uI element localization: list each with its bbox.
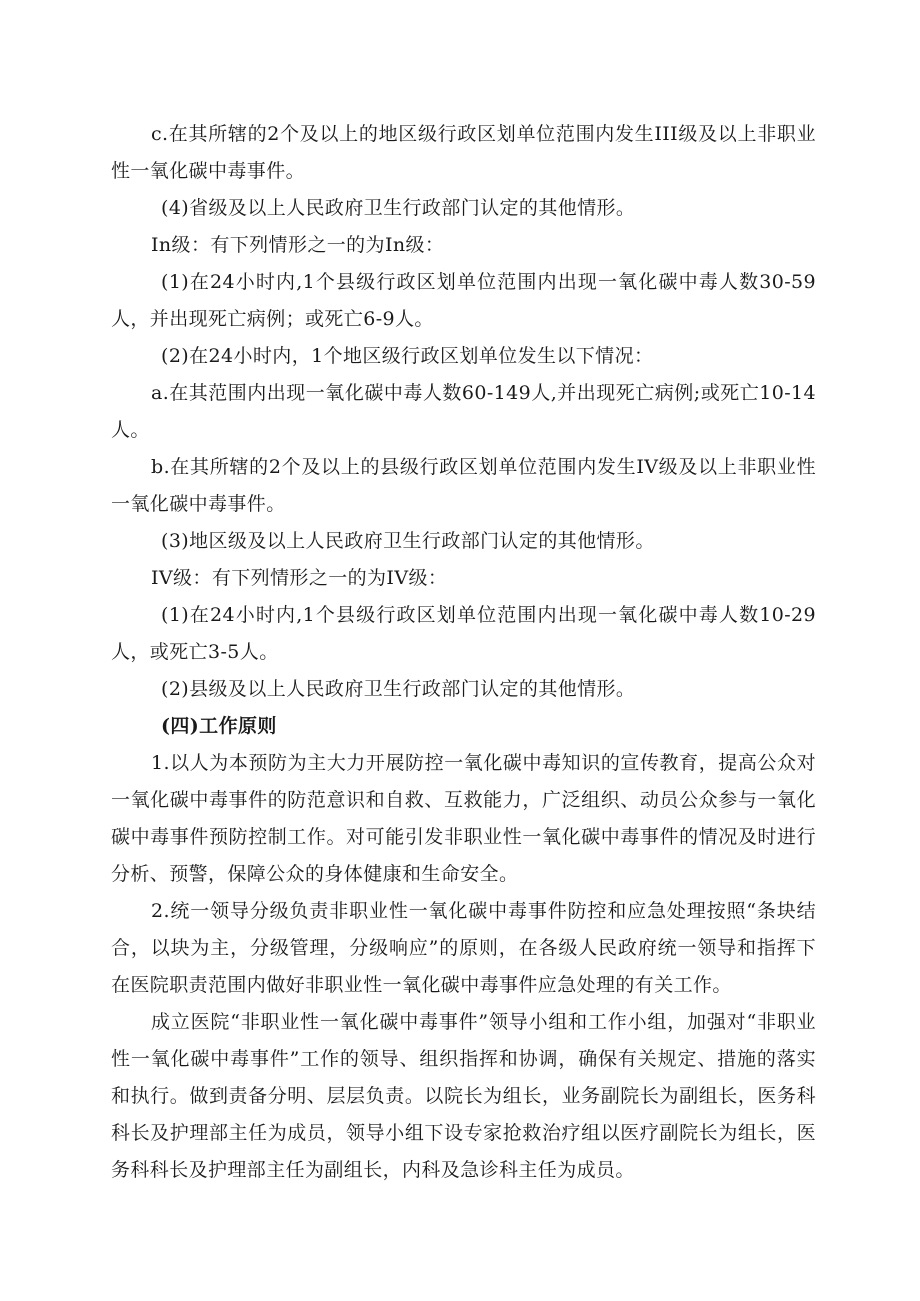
paragraph-iv-item-1: (1)在24小时内,1个县级行政区划单位范围内出现一氧化碳中毒人数10-29人，或死亡3-5人。	[111, 604, 816, 663]
paragraph-in-item-3: (3)地区级及以上人民政府卫生行政部门认定的其他情形。	[161, 530, 655, 552]
paragraph-in-item-1: (1)在24小时内,1个县级行政区划单位范围内出现一氧化碳中毒人数30-59人，并出现死亡病例；或死亡6-9人。	[111, 271, 816, 330]
paragraph-c-level3: c.在其所辖的2个及以上的地区级行政区划单位范围内发生III级及以上非职业性一氧化碳中毒事件。	[111, 123, 816, 182]
paragraph-principle-1: 1.以人为本预防为主大力开展防控一氧化碳中毒知识的宣传教育，提高公众对一氧化碳中毒事件的防范意识和自救、互救能力，广泛组织、动员公众参与一氧化碳中毒事件预防控制工作。对可能引发非职业性一氧化碳中毒事件的情况及时进行分析、预警，保障公众的身体健康和生命安全。	[111, 752, 816, 885]
paragraph-item-4: (4)省级及以上人民政府卫生行政部门认定的其他情形。	[161, 197, 636, 219]
paragraph-principle-2: 2.统一领导分级负责非职业性一氧化碳中毒事件防控和应急处理按照“条块结合，以块为主，分级管理，分级响应”的原则，在各级人民政府统一领导和指挥下在医院职责范围内做好非职业性一氧化碳中毒事件应急处理的有关工作。	[111, 900, 816, 996]
paragraph-leadership-group: 成立医院“非职业性一氧化碳中毒事件”领导小组和工作小组，加强对“非职业性一氧化碳中毒事件”工作的领导、组织指挥和协调，确保有关规定、措施的落实和执行。做到责备分明、层层负责。以院长为组长，业务副院长为副组长，医务科科长及护理部主任为成员，领导小组下设专家抢救治疗组以医疗副院长为组长，医务科科长及护理部主任为副组长，内科及急诊科主任为成员。	[111, 1011, 816, 1181]
paragraph-in-item-b: b.在其所辖的2个及以上的县级行政区划单位范围内发生IV级及以上非职业性一氧化碳中毒事件。	[111, 456, 816, 515]
paragraph-iv-item-2: (2)县级及以上人民政府卫生行政部门认定的其他情形。	[161, 678, 636, 700]
paragraph-level-in-heading: In级：有下列情形之一的为In级：	[151, 234, 445, 256]
document-body	[111, 116, 816, 1189]
section-heading-work-principles: (四)工作原则	[161, 715, 277, 737]
paragraph-level-iv-heading: IV级：有下列情形之一的为IV级：	[151, 567, 448, 589]
paragraph-in-item-a: a.在其范围内出现一氧化碳中毒人数60-149人,并出现死亡病例;或死亡10-14人。	[111, 382, 816, 441]
paragraph-in-item-2: (2)在24小时内，1个地区级行政区划单位发生以下情况：	[161, 345, 654, 367]
